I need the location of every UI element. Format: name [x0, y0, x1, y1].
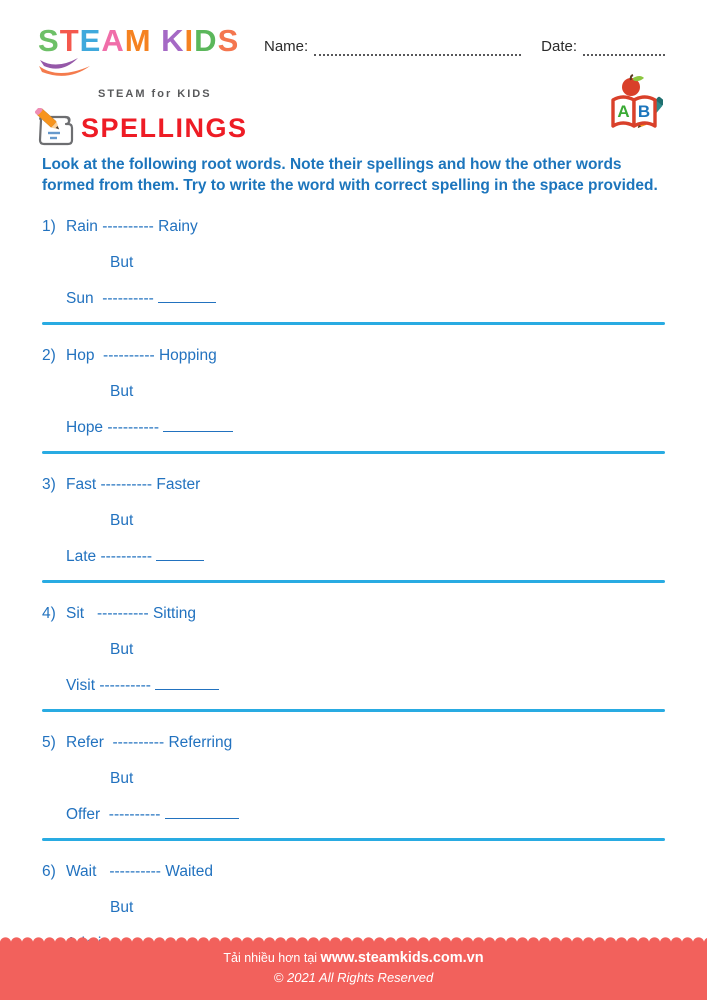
answer-blank-2[interactable] [163, 418, 233, 432]
dash-separator: ---------- [93, 290, 159, 307]
dash-separator: ---------- [96, 863, 166, 880]
logo-letter: T [59, 23, 80, 58]
answer-row [66, 547, 665, 566]
dash-separator: ---------- [95, 677, 156, 694]
answer-row [66, 676, 665, 695]
date-input-line[interactable] [583, 41, 665, 56]
answer-row [66, 805, 665, 824]
exercise-list [0, 196, 707, 953]
title-row [0, 100, 707, 148]
root-word-row [42, 475, 665, 494]
derived-word: Faster [156, 476, 201, 493]
logo-letter: A [101, 23, 125, 58]
root-word-row [42, 733, 665, 752]
pencil-note-icon [35, 108, 79, 148]
root-word-row [42, 346, 665, 365]
conjunction-row: But [110, 899, 134, 916]
answer-row [66, 289, 665, 308]
root-word: Rain [66, 218, 98, 235]
footer-copyright: © 2021 All Rights Reserved [273, 970, 434, 985]
page-header [0, 0, 707, 100]
exercise-item-1 [42, 196, 665, 325]
derived-word: Sitting [152, 605, 197, 622]
item-number: 3) [42, 476, 56, 493]
conjunction-row: But [110, 641, 134, 658]
answer-blank-4[interactable] [155, 676, 219, 690]
name-input-line[interactable] [314, 41, 521, 56]
conjunction-row: But [110, 383, 134, 400]
derived-word: Hopping [158, 347, 217, 364]
prompt-word: Visit [66, 677, 96, 694]
logo-letter: S [38, 23, 60, 58]
dash-separator: ---------- [84, 605, 153, 622]
conjunction-row: But [110, 254, 134, 271]
abc-book-icon [607, 74, 663, 134]
item-number: 1) [42, 218, 56, 235]
steamkids-logo [38, 23, 250, 100]
answer-blank-3[interactable] [156, 547, 204, 561]
exercise-item-2 [42, 325, 665, 454]
footer-scallop-edge [0, 932, 707, 943]
footer-prefix: Tải nhiều hơn tại [223, 951, 321, 965]
root-word: Fast [66, 476, 97, 493]
dash-separator: ---------- [96, 548, 157, 565]
dash-separator: ---------- [103, 734, 169, 751]
answer-blank-1[interactable] [158, 289, 216, 303]
root-word: Refer [66, 734, 104, 751]
dash-separator: ---------- [97, 218, 159, 235]
footer-website-link[interactable]: www.steamkids.com.vn [320, 950, 484, 966]
prompt-word: Hope [66, 419, 104, 436]
dash-separator: ---------- [103, 419, 164, 436]
name-label: Name: [264, 38, 309, 55]
exercise-item-3 [42, 454, 665, 583]
conjunction-row: But [110, 512, 134, 529]
derived-word: Rainy [158, 218, 198, 235]
item-number: 6) [42, 863, 56, 880]
derived-word: Referring [168, 734, 233, 751]
answer-row [66, 418, 665, 437]
root-word: Sit [66, 605, 85, 622]
dash-separator: ---------- [94, 347, 159, 364]
logo-letter: K [161, 23, 185, 58]
footer-more-text [0, 950, 707, 966]
logo-subtitle: STEAM for KIDS [98, 88, 212, 100]
logo-letter: S [217, 23, 240, 58]
footer-bar [0, 943, 707, 1000]
root-word-row [42, 862, 665, 881]
root-word: Hop [66, 347, 95, 364]
svg-text:B: B [637, 102, 651, 121]
logo-swoosh-icon [38, 54, 96, 80]
root-word-row [42, 604, 665, 623]
root-word: Wait [66, 863, 97, 880]
svg-text:A: A [617, 102, 630, 121]
root-word-row [42, 217, 665, 236]
derived-word: Waited [165, 863, 213, 880]
instructions-text: Look at the following root words. Note their spellings and how the other words formed from them. Try to write the word with correct spelling in the space provided. [42, 156, 658, 194]
logo-letter: I [184, 23, 195, 58]
item-number: 2) [42, 347, 56, 364]
date-label: Date: [541, 38, 577, 55]
logo-letter: D [194, 23, 218, 58]
item-number: 4) [42, 605, 56, 622]
answer-blank-5[interactable] [165, 805, 239, 819]
dash-separator: ---------- [100, 806, 165, 823]
prompt-word: Offer [66, 806, 101, 823]
logo-letter: E [79, 23, 102, 58]
exercise-item-5 [42, 712, 665, 841]
logo-letter: M [124, 23, 152, 58]
footer-banner [0, 932, 707, 1000]
exercise-item-4 [42, 583, 665, 712]
page-title: SPELLINGS [81, 112, 248, 143]
prompt-word: Sun [66, 290, 94, 307]
dash-separator: ---------- [96, 476, 157, 493]
prompt-word: Late [66, 548, 97, 565]
conjunction-row: But [110, 770, 134, 787]
name-date-row [264, 26, 665, 56]
item-number: 5) [42, 734, 56, 751]
logo-letter [152, 26, 162, 56]
